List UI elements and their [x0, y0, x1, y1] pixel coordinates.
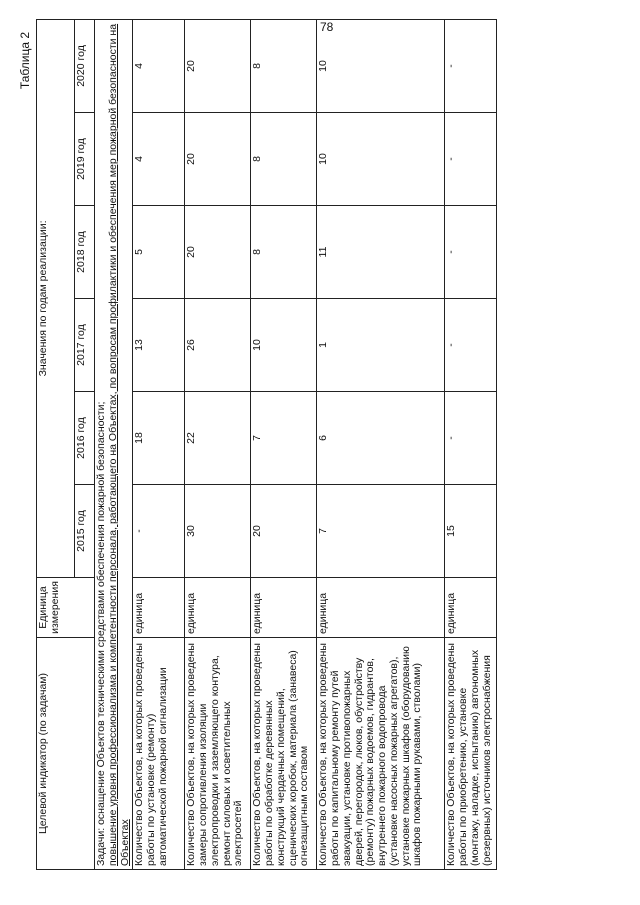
indicator-cell: Количество Объектов, на которых проведены работы по обработке деревянных конструкций чердачных помещений, сценических коробок, материала (занавеса) огнезащитным составом	[251, 638, 317, 870]
header-year-2019: 2019 год	[75, 113, 95, 206]
table-row	[317, 19, 445, 869]
header-year-2017: 2017 год	[75, 299, 95, 392]
value-cell: 8	[251, 19, 317, 112]
value-cell: 18	[133, 392, 185, 485]
value-cell: 7	[317, 485, 445, 578]
header-year-2016: 2016 год	[75, 392, 95, 485]
value-cell: 13	[133, 299, 185, 392]
value-cell: 5	[133, 206, 185, 299]
value-cell: 20	[185, 206, 251, 299]
table-row	[133, 19, 185, 869]
unit-cell: единица	[317, 578, 445, 638]
value-cell: -	[133, 485, 185, 578]
target-indicators-table	[36, 19, 497, 870]
value-cell: 20	[185, 113, 251, 206]
indicator-cell: Количество Объектов, на которых проведены работы по приобретению, установке (монтажу, наладке, испытанию) автономных (резервных) источников электроснабжения	[445, 638, 497, 870]
indicator-cell: Количество Объектов, на которых проведены замеры сопротивления изоляции электропроводки и заземляющего контура, ремонт силовых и осветительных электросетей	[185, 638, 251, 870]
header-year-2018: 2018 год	[75, 206, 95, 299]
value-cell: 11	[317, 206, 445, 299]
value-cell: -	[445, 206, 497, 299]
header-values-group: Значения по годам реализации:	[37, 19, 75, 577]
value-cell: 20	[185, 19, 251, 112]
unit-cell: единица	[251, 578, 317, 638]
value-cell: -	[445, 113, 497, 206]
value-cell: -	[445, 19, 497, 112]
rotated-page-content	[12, 20, 572, 880]
value-cell: 8	[251, 113, 317, 206]
value-cell: 10	[317, 19, 445, 112]
indicator-cell: Количество Объектов, на которых проведены работы по установке (ремонту) автоматической пожарной сигнализации	[133, 638, 185, 870]
value-cell: 10	[251, 299, 317, 392]
value-cell: 7	[251, 392, 317, 485]
tasks-text-1: Задачи: оснащение Объектов техническими средствами обеспечения пожарной безопасности;	[95, 401, 107, 866]
table-row	[445, 19, 497, 869]
value-cell: 10	[317, 113, 445, 206]
value-cell: 15	[445, 485, 497, 578]
header-year-2015: 2015 год	[75, 485, 95, 578]
value-cell: 30	[185, 485, 251, 578]
value-cell: 22	[185, 392, 251, 485]
value-cell: -	[445, 299, 497, 392]
header-unit: Единица измерения	[37, 578, 95, 638]
value-cell: 6	[317, 392, 445, 485]
unit-cell: единица	[185, 578, 251, 638]
value-cell: -	[445, 392, 497, 485]
indicator-cell: Количество Объектов, на которых проведены работы по капитальному ремонту путей эвакуации, установке противопожарных дверей, перегородок, люков, обустройству (ремонту) пожарных водоемов, гидрантов, внутреннего пожарного водопровода (установке насосных пожарных агрегатов), установке пожарных шкафов (оборудованию шкафов пожарными рукавами, стволами)	[317, 638, 445, 870]
unit-cell: единица	[445, 578, 497, 638]
page-number: 78	[320, 20, 334, 34]
table-caption: Таблица 2	[18, 32, 32, 90]
table-row	[185, 19, 251, 869]
value-cell: 8	[251, 206, 317, 299]
table-row	[251, 19, 317, 869]
unit-cell: единица	[133, 578, 185, 638]
tasks-row	[95, 19, 133, 869]
value-cell: 4	[133, 113, 185, 206]
value-cell: 26	[185, 299, 251, 392]
tasks-text-2: повышение уровня профессионализма и компетентности персонала, работающего на Объектах, по вопросам профилактики и обеспечения мер пожарной безопасности на Объектах	[106, 23, 131, 866]
header-indicator: Целевой индикатор (по задачам)	[37, 638, 95, 870]
header-year-2020: 2020 год	[75, 19, 95, 112]
value-cell: 1	[317, 299, 445, 392]
value-cell: 20	[251, 485, 317, 578]
value-cell: 4	[133, 19, 185, 112]
